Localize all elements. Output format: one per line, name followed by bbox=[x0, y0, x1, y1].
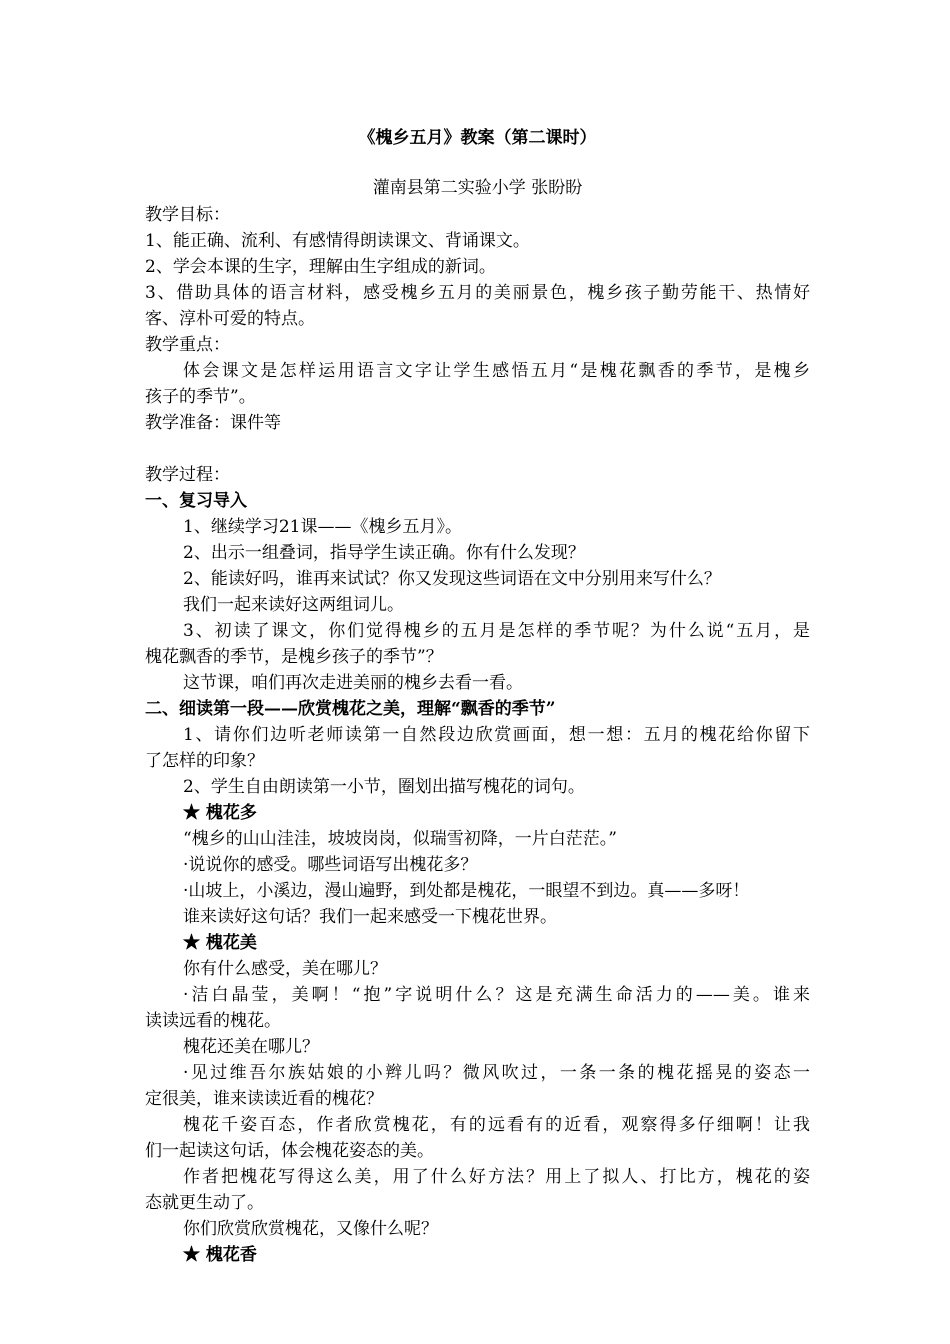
goal-3-line-2: 客、淳朴可爱的特点。 bbox=[145, 309, 315, 329]
prep-line: 教学准备：课件等 bbox=[145, 413, 281, 433]
para-line: 作者把槐花写得这么美，用了什么好方法？用上了拟人、打比方，槐花的姿 bbox=[183, 1167, 810, 1187]
s1-line-1: 1、继续学习21课——《槐乡五月》。 bbox=[183, 517, 462, 537]
para-line: ·说说你的感受。哪些词语写出槐花多？ bbox=[183, 855, 478, 875]
key-line-2: 孩子的季节”。 bbox=[145, 387, 256, 407]
page-title: 《槐乡五月》教案（第二课时） bbox=[358, 128, 597, 148]
goal-1: 1、能正确、流利、有感情得朗读课文、背诵课文。 bbox=[145, 231, 530, 251]
quote-line: “槐乡的山山洼洼，坡坡岗岗，似瑞雪初降，一片白茫茫。” bbox=[183, 829, 617, 849]
para-line: 们一起读这句话，体会槐花姿态的美。 bbox=[145, 1141, 434, 1161]
para-line: 槐花还美在哪儿？ bbox=[183, 1037, 319, 1057]
goals-heading: 教学目标： bbox=[145, 205, 230, 225]
star-heading-fragrant: ★ 槐花香 bbox=[183, 1245, 257, 1265]
author-line: 灌南县第二实验小学 张盼盼 bbox=[372, 178, 583, 198]
s2-line-1b: 了怎样的印象？ bbox=[145, 751, 264, 771]
star-heading-beautiful: ★ 槐花美 bbox=[183, 933, 257, 953]
para-line: 你有什么感受，美在哪儿？ bbox=[183, 959, 387, 979]
s1-line-4: 我们一起来读好这两组词儿。 bbox=[183, 595, 404, 615]
s2-line-1a: 1、请你们边听老师读第一自然段边欣赏画面，想一想：五月的槐花给你留下 bbox=[183, 725, 810, 745]
goal-2: 2、学会本课的生字，理解由生字组成的新词。 bbox=[145, 257, 496, 277]
s1-line-3: 2、能读好吗，谁再来试试？你又发现这些词语在文中分别用来写什么？ bbox=[183, 569, 721, 589]
s1-line-6: 这节课，咱们再次走进美丽的槐乡去看一看。 bbox=[183, 673, 523, 693]
para-line: ·见过维吾尔族姑娘的小辫儿吗？微风吹过，一条一条的槐花摇晃的姿态一 bbox=[183, 1063, 810, 1083]
s1-line-5a: 3、初读了课文，你们觉得槐乡的五月是怎样的季节呢？为什么说“五月，是 bbox=[183, 621, 810, 641]
para-line: ·洁白晶莹，美啊！“抱”字说明什么？这是充满生命活力的——美。谁来 bbox=[183, 985, 810, 1005]
s1-line-5b: 槐花飘香的季节，是槐乡孩子的季节”？ bbox=[145, 647, 443, 667]
para-line: 槐花千姿百态，作者欣赏槐花，有的远看有的近看，观察得多仔细啊！让我 bbox=[183, 1115, 810, 1135]
para-line: 读读远看的槐花。 bbox=[145, 1011, 281, 1031]
process-heading: 教学过程： bbox=[145, 465, 230, 485]
s2-line-2: 2、学生自由朗读第一小节，圈划出描写槐花的词句。 bbox=[183, 777, 585, 797]
s1-line-2: 2、出示一组叠词，指导学生读正确。你有什么发现？ bbox=[183, 543, 585, 563]
para-line: 你们欣赏欣赏槐花，又像什么呢？ bbox=[183, 1219, 438, 1239]
star-heading-many: ★ 槐花多 bbox=[183, 803, 257, 823]
key-heading: 教学重点： bbox=[145, 335, 230, 355]
key-line-1: 体会课文是怎样运用语言文字让学生感悟五月“是槐花飘香的季节，是槐乡 bbox=[183, 361, 810, 381]
para-line: 定很美，谁来读读近看的槐花？ bbox=[145, 1089, 383, 1109]
goal-3-line-1: 3、借助具体的语言材料，感受槐乡五月的美丽景色，槐乡孩子勤劳能干、热情好 bbox=[145, 283, 810, 303]
para-line: 态就更生动了。 bbox=[145, 1193, 264, 1213]
section-2-heading: 二、细读第一段——欣赏槐花之美，理解“飘香的季节” bbox=[145, 699, 556, 719]
section-1-heading: 一、复习导入 bbox=[145, 491, 247, 511]
para-line: 谁来读好这句话？我们一起来感受一下槐花世界。 bbox=[183, 907, 557, 927]
para-line: ·山坡上，小溪边，漫山遍野，到处都是槐花，一眼望不到边。真——多呀！ bbox=[183, 881, 750, 901]
